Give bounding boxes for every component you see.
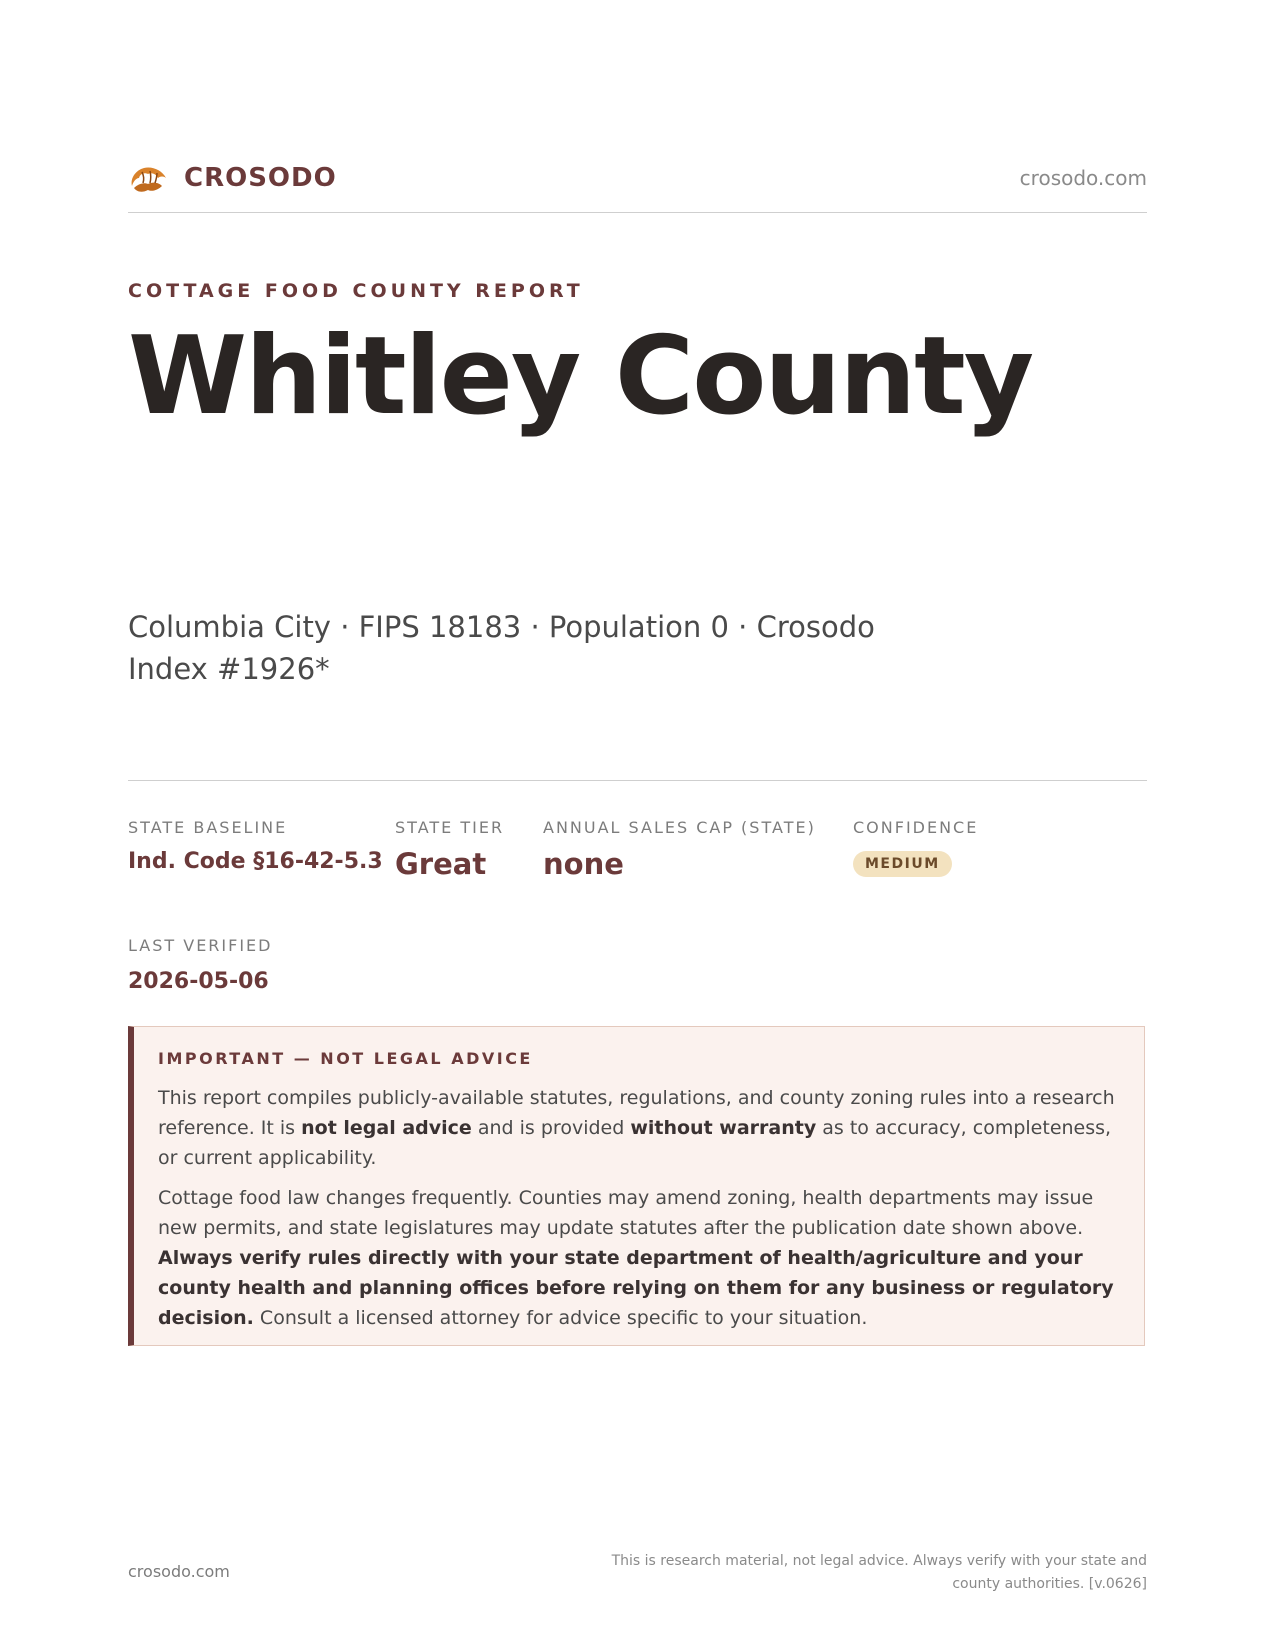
page-header [128, 158, 1147, 213]
notice-paragraph-2 [158, 1183, 1120, 1333]
stat-label: ANNUAL SALES CAP (STATE) [543, 818, 816, 837]
croissant-icon [128, 160, 168, 196]
stat-label: STATE TIER [395, 818, 505, 837]
brand[interactable] [128, 160, 337, 196]
page-title: Whitley County [128, 314, 1033, 439]
stat-annual-sales-cap [543, 818, 816, 881]
stat-value: Great [395, 847, 487, 881]
notice-emphasis: not legal advice [301, 1117, 472, 1139]
report-eyebrow: COTTAGE FOOD COUNTY REPORT [128, 280, 584, 302]
notice-body [158, 1083, 1120, 1343]
page-subtitle: Columbia City · FIPS 18183 · Population 0 · Crosodo Index #1926* [128, 610, 875, 686]
site-url[interactable]: crosodo.com [1019, 166, 1147, 190]
stat-label: STATE BASELINE [128, 818, 288, 837]
notice-title: IMPORTANT — NOT LEGAL ADVICE [158, 1049, 533, 1068]
notice-text: and is provided [471, 1117, 631, 1139]
stat-state-baseline [128, 818, 383, 874]
notice-paragraph-1 [158, 1083, 1120, 1173]
report-page [128, 0, 1147, 1650]
stat-label: LAST VERIFIED [128, 936, 273, 955]
notice-emphasis: Always verify rules directly with your state department of health/agriculture and your county health and planning offices before relying on them for any business or regulatory decision. [158, 1247, 1114, 1329]
stat-last-verified [128, 936, 272, 994]
footer-site-url[interactable]: crosodo.com [128, 1562, 230, 1581]
notice-text: Consult a licensed attorney for advice specific to your situation. [253, 1307, 868, 1329]
stat-value: 2026-05-06 [128, 969, 269, 994]
stat-state-tier [395, 818, 504, 881]
confidence-badge: MEDIUM [853, 851, 952, 877]
footer-disclaimer: This is research material, not legal advice. Always verify with your state and county authorities. [v.0626] [611, 1553, 1147, 1592]
notice-text: This report compiles publicly-available statutes, regulations, and county zoning rules into a research reference. It is [158, 1087, 1115, 1139]
stat-value: none [543, 847, 624, 881]
stat-label: CONFIDENCE [853, 818, 979, 837]
legal-notice [128, 1026, 1145, 1346]
stat-confidence [853, 818, 978, 877]
notice-text: Cottage food law changes frequently. Counties may amend zoning, health departments may issue new permits, and state legislatures may update statutes after the publication date shown above. [158, 1187, 1094, 1239]
notice-emphasis: without warranty [630, 1117, 817, 1139]
notice-text: as to accuracy, completeness, or current applicability. [158, 1117, 1112, 1169]
brand-name: CROSODO [184, 163, 337, 193]
section-divider [128, 780, 1147, 781]
stat-value: Ind. Code §16-42-5.3 [128, 849, 383, 874]
